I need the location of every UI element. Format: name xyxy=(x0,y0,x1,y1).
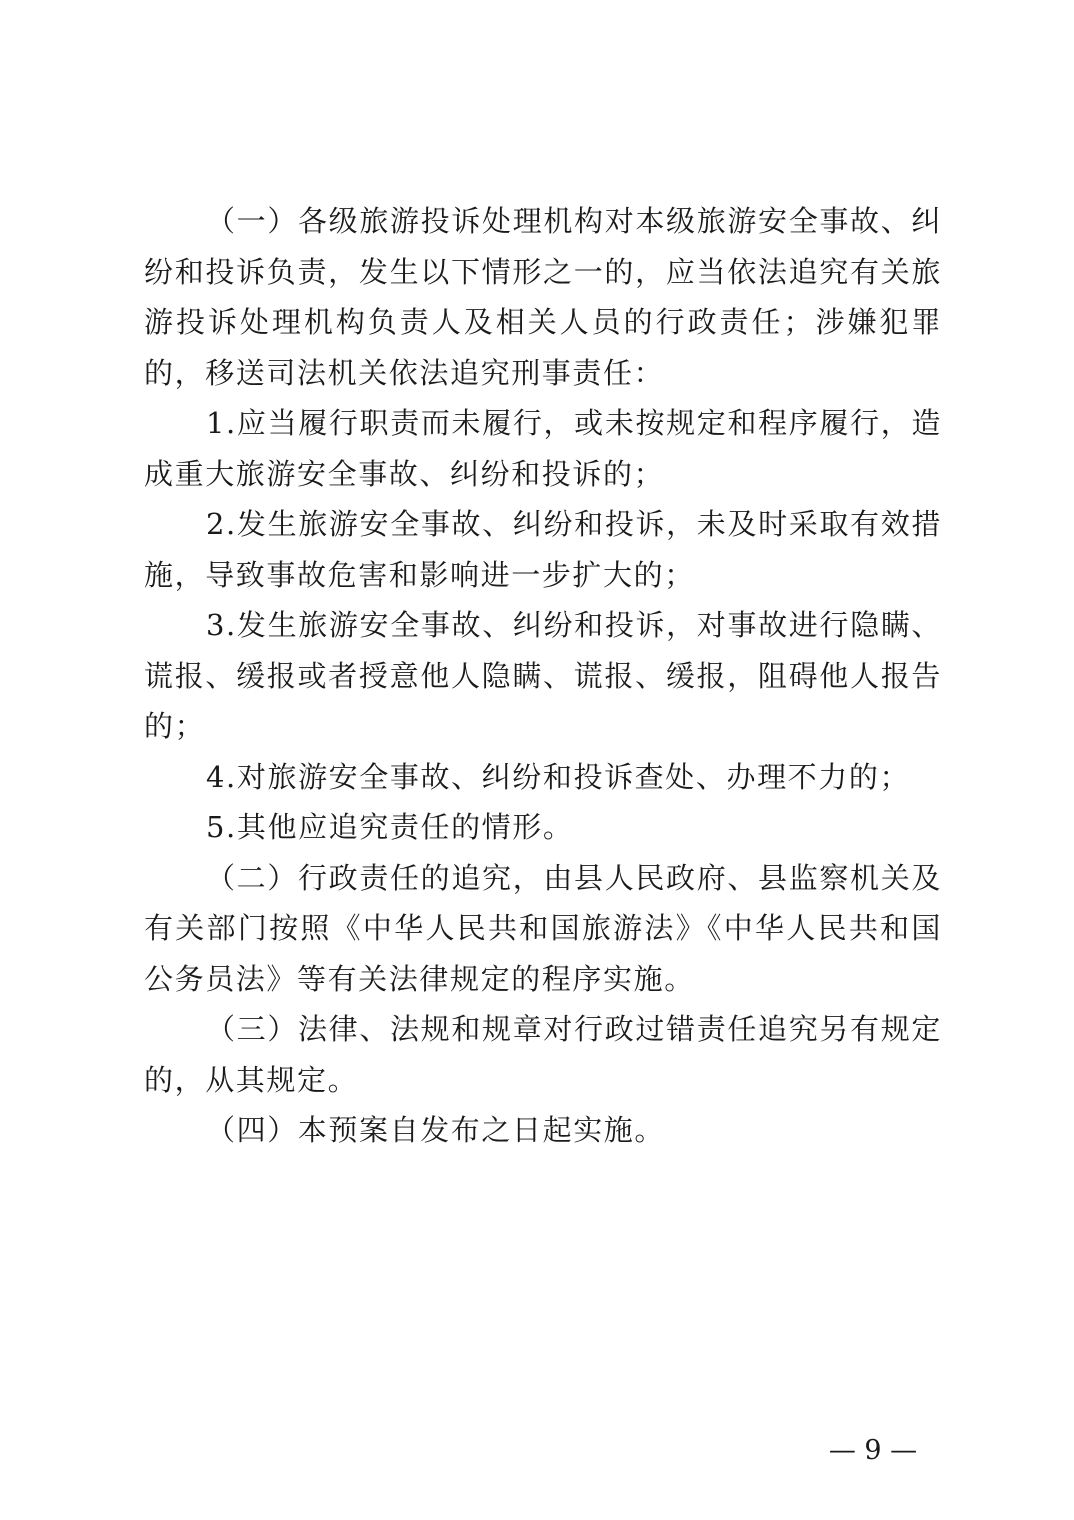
paragraph-item-2: 2.发生旅游安全事故、纠纷和投诉，未及时采取有效措施，导致事故危害和影响进一步扩大的； xyxy=(144,507,942,592)
paragraph-item-1: 1.应当履行职责而未履行，或未按规定和程序履行，造成重大旅游安全事故、纠纷和投诉的； xyxy=(144,406,942,491)
paragraph-section-4: （四）本预案自发布之日起实施。 xyxy=(206,1113,666,1147)
paragraph-section-2: （二）行政责任的追究，由县人民政府、县监察机关及有关部门按照《中华人民共和国旅游法》《中华人民共和国公务员法》等有关法律规定的程序实施。 xyxy=(144,860,942,996)
paragraph-responsibility-intro: （一）各级旅游投诉处理机构对本级旅游安全事故、纠纷和投诉负责，发生以下情形之一的，应当依法追究有关旅游投诉处理机构负责人及相关人员的行政责任；涉嫌犯罪的，移送司法机关依法追究刑事责任： xyxy=(144,204,942,390)
paragraph-item-3: 3.发生旅游安全事故、纠纷和投诉，对事故进行隐瞒、谎报、缓报或者授意他人隐瞒、谎报、缓报，阻碍他人报告的； xyxy=(144,608,942,743)
paragraph-section-3: （三）法律、法规和规章对行政过错责任追究另有规定的，从其规定。 xyxy=(144,1012,942,1097)
paragraph-item-4: 4.对旅游安全事故、纠纷和投诉查处、办理不力的； xyxy=(206,759,911,794)
document-body xyxy=(144,196,942,1156)
paragraph-item-5: 5.其他应追究责任的情形。 xyxy=(206,810,574,844)
page-number: — 9 — xyxy=(828,1435,918,1466)
